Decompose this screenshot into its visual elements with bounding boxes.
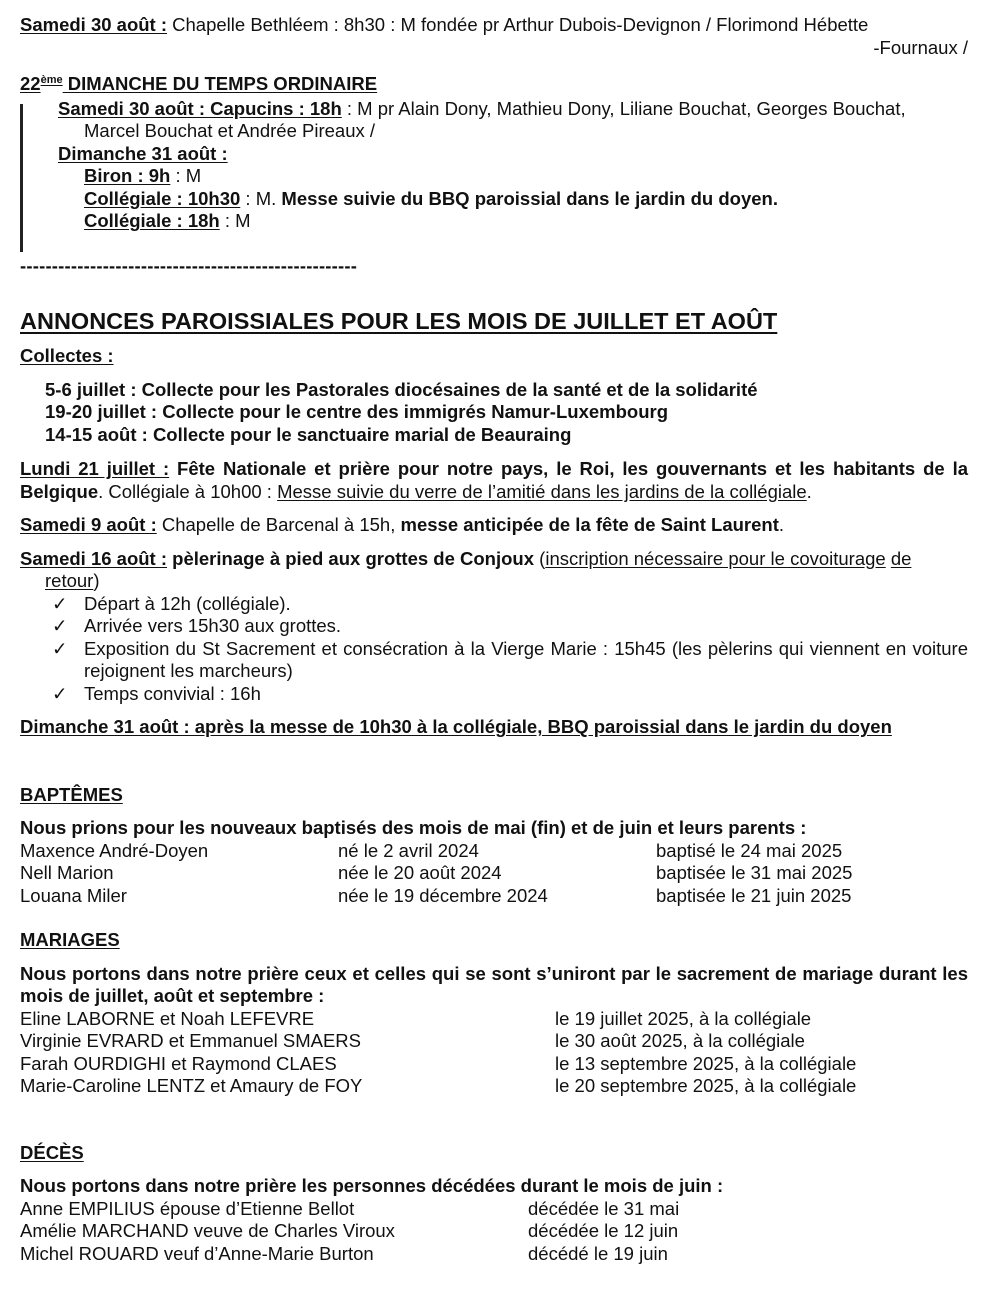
samedi-16-bold: pèlerinage à pied aux grottes de Conjoux xyxy=(167,547,535,569)
samedi-16-text: ( xyxy=(534,547,546,569)
table-row xyxy=(20,1075,968,1098)
lundi-21-underlined: Messe suivie du verre de l’amitié dans les jardins de la collégiale xyxy=(277,480,807,502)
entry-date: Samedi 30 août : xyxy=(20,14,168,35)
deceased-name: Michel ROUARD veuf d’Anne-Marie Burton xyxy=(20,1242,374,1264)
sunday-number: 22 xyxy=(20,73,41,95)
samedi-9-text: Chapelle de Barcenal à 15h, xyxy=(156,514,401,536)
entry-text: Chapelle Bethléem : 8h30 : M fondée pr Arthur Dubois-Devignon / Florimond Hébette xyxy=(167,14,869,35)
couple-names: Farah OURDIGHI et Raymond CLAES xyxy=(20,1052,337,1074)
mariages-intro: Nous portons dans notre prière ceux et celles qui se sont s’uniront par le sacrement de mariage durant les mois de juillet, août et septembre : xyxy=(20,962,968,1007)
couple-names: Eline LABORNE et Noah LEFEVRE xyxy=(20,1007,315,1029)
baptism-date: baptisé le 24 mai 2025 xyxy=(656,839,843,861)
checklist-item xyxy=(20,615,968,638)
checklist-item xyxy=(20,593,968,616)
checklist xyxy=(20,593,968,706)
table-row xyxy=(20,1220,968,1243)
samedi-16-underlined-3: retour xyxy=(45,570,94,592)
table-row xyxy=(20,885,968,908)
mariages-table xyxy=(20,1008,968,1098)
collegiale-1030-text: : M. xyxy=(240,187,282,209)
samedi-9-end: . xyxy=(778,514,784,536)
lundi-21-end: . xyxy=(806,480,812,502)
table-row xyxy=(20,1053,968,1076)
announcements-title: ANNONCES PAROISSIALES POUR LES MOIS DE JUILLET ET AOÛT xyxy=(20,308,778,335)
collecte-item: 5-6 juillet : Collecte pour les Pastorales diocésaines de la santé et de la solidarité xyxy=(45,378,758,400)
saturday-capucins-text: : M pr Alain Dony, Mathieu Dony, Liliane Bouchat, Georges Bouchat, xyxy=(341,97,906,119)
checklist-text: Temps convivial : 16h xyxy=(84,682,261,704)
biron-entry xyxy=(58,165,968,188)
table-row xyxy=(20,1198,968,1221)
samedi-16-underlined-2: de xyxy=(890,547,912,569)
samedi-9-bold: messe anticipée de la fête de Saint Laurent xyxy=(400,514,779,536)
collecte-item: 14-15 août : Collecte pour le sanctuaire marial de Beauraing xyxy=(45,423,572,445)
checklist-text: Départ à 12h (collégiale). xyxy=(84,592,291,614)
collegiale-18h-entry xyxy=(58,210,968,233)
baptemes-title: BAPTÊMES xyxy=(20,783,123,805)
death-date: décédée le 12 juin xyxy=(528,1220,679,1242)
table-row xyxy=(20,862,968,885)
lundi-21-entry xyxy=(20,458,968,503)
check-icon: ✓ xyxy=(52,615,68,637)
check-icon: ✓ xyxy=(52,637,68,659)
deces-title: DÉCÈS xyxy=(20,1141,84,1163)
separator-line: ----------------------------------------------------- xyxy=(20,254,358,276)
collegiale-18h-text: : M xyxy=(219,210,251,232)
sunday-31-label: Dimanche 31 août : xyxy=(58,142,228,164)
table-row xyxy=(20,840,968,863)
checklist-item xyxy=(20,638,968,683)
collectes-label: Collectes : xyxy=(20,345,114,367)
deces-table xyxy=(20,1198,968,1266)
saturday-capucins-text-2: Marcel Bouchat et Andrée Pireaux / xyxy=(84,120,376,142)
birth-date: né le 2 avril 2024 xyxy=(338,839,479,861)
samedi-16-underlined: inscription nécessaire pour le covoiturage xyxy=(545,547,886,569)
deces-intro: Nous portons dans notre prière les personnes décédées durant le mois de juin : xyxy=(20,1175,724,1197)
checklist-item xyxy=(20,683,968,706)
samedi-16-end: ) xyxy=(93,570,100,592)
entry-text-continued: -Fournaux / xyxy=(873,36,968,58)
mariages-title: MARIAGES xyxy=(20,929,120,951)
schedule-block xyxy=(20,98,968,233)
collegiale-1030-bold: Messe suivie du BBQ paroissial dans le jardin du doyen. xyxy=(281,187,778,209)
lundi-21-text: . Collégiale à 10h00 : xyxy=(98,480,278,502)
dimanche-31-bbq: Dimanche 31 août : après la messe de 10h30 à la collégiale, BBQ paroissial dans le jardin du doyen xyxy=(20,716,892,738)
collegiale-18h-label: Collégiale : 18h xyxy=(84,210,220,232)
wedding-date: le 20 septembre 2025, à la collégiale xyxy=(555,1075,857,1097)
couple-names: Marie-Caroline LENTZ et Amaury de FOY xyxy=(20,1075,363,1097)
saturday-bethleem-entry xyxy=(20,14,968,37)
check-icon: ✓ xyxy=(52,682,68,704)
birth-date: née le 20 août 2024 xyxy=(338,862,502,884)
collecte-item: 19-20 juillet : Collecte pour le centre des immigrés Namur-Luxembourg xyxy=(45,401,668,423)
samedi-16-date: Samedi 16 août : xyxy=(20,547,168,569)
person-name: Maxence André-Doyen xyxy=(20,839,209,861)
samedi-9-entry xyxy=(20,514,968,537)
couple-names: Virginie EVRARD et Emmanuel SMAERS xyxy=(20,1030,362,1052)
deceased-name: Amélie MARCHAND veuve de Charles Viroux xyxy=(20,1220,395,1242)
death-date: décédé le 19 juin xyxy=(528,1242,668,1264)
baptemes-table xyxy=(20,840,968,908)
saturday-capucins xyxy=(58,98,968,121)
document-page xyxy=(20,14,968,1265)
samedi-16-entry xyxy=(20,548,968,571)
samedi-16-continued xyxy=(20,570,968,593)
sunday-sup: ème xyxy=(40,74,63,86)
deceased-name: Anne EMPILIUS épouse d’Etienne Bellot xyxy=(20,1197,355,1219)
collegiale-1030-label: Collégiale : 10h30 xyxy=(84,187,241,209)
table-row xyxy=(20,1030,968,1053)
check-icon: ✓ xyxy=(52,592,68,614)
sunday-heading xyxy=(20,69,968,96)
checklist-text: Exposition du St Sacrement et consécration à la Vierge Marie : 15h45 (les pèlerins qui viennent en voiture rejoignent les marcheurs) xyxy=(84,637,968,682)
baptism-date: baptisée le 21 juin 2025 xyxy=(656,884,852,906)
lundi-21-bold: Fête Nationale et prière pour notre pays, le Roi, les gouvernants et les habitants de la Belgique xyxy=(20,458,969,502)
side-bar xyxy=(20,104,23,252)
birth-date: née le 19 décembre 2024 xyxy=(338,884,548,906)
saturday-capucins-label: Samedi 30 août : Capucins : 18h xyxy=(58,97,342,119)
collectes-list xyxy=(20,379,968,447)
collegiale-1030-entry xyxy=(58,188,968,211)
baptemes-intro: Nous prions pour les nouveaux baptisés des mois de mai (fin) et de juin et leurs parents : xyxy=(20,817,807,839)
biron-text: : M xyxy=(170,165,202,187)
wedding-date: le 19 juillet 2025, à la collégiale xyxy=(555,1007,812,1029)
person-name: Nell Marion xyxy=(20,862,114,884)
checklist-text: Arrivée vers 15h30 aux grottes. xyxy=(84,615,342,637)
wedding-date: le 13 septembre 2025, à la collégiale xyxy=(555,1052,857,1074)
biron-label: Biron : 9h xyxy=(84,165,171,187)
samedi-9-date: Samedi 9 août : xyxy=(20,514,157,536)
person-name: Louana Miler xyxy=(20,884,127,906)
table-row xyxy=(20,1008,968,1031)
lundi-21-date: Lundi 21 juillet : xyxy=(20,458,170,480)
wedding-date: le 30 août 2025, à la collégiale xyxy=(555,1030,805,1052)
death-date: décédée le 31 mai xyxy=(528,1197,680,1219)
table-row xyxy=(20,1243,968,1266)
baptism-date: baptisée le 31 mai 2025 xyxy=(656,862,853,884)
sunday-title: DIMANCHE DU TEMPS ORDINAIRE xyxy=(62,73,378,95)
